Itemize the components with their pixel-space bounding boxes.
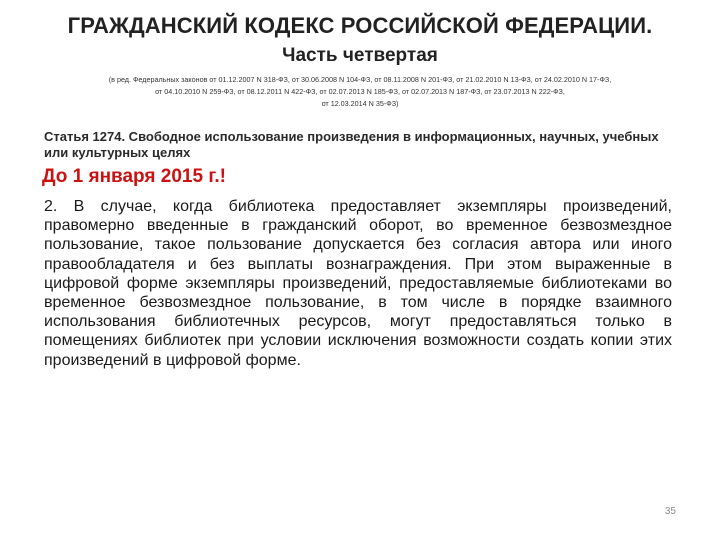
amendments-line: от 12.03.2014 N 35-ФЗ) bbox=[321, 99, 399, 108]
amendments-line: (в ред. Федеральных законов от 01.12.2007 N 318-ФЗ, от 30.06.2008 N 104-ФЗ, от 08.11.2008 N 201-ФЗ, от 21.02.2010 N 13-ФЗ, от 24.02.2010 N 17-ФЗ, bbox=[108, 75, 612, 84]
article-heading: Статья 1274. Свободное использование произведения в информационных, научных, учебных или культурных целях bbox=[44, 129, 659, 160]
amendments-line: от 04.10.2010 N 259-ФЗ, от 08.12.2011 N 422-ФЗ, от 02.07.2013 N 185-ФЗ, от 02.07.2013 N 187-ФЗ, от 23.07.2013 N 222-ФЗ, bbox=[155, 87, 565, 96]
page-number: 35 bbox=[664, 506, 676, 517]
document-subtitle: Часть четвертая bbox=[282, 45, 438, 66]
document-title: ГРАЖДАНСКИЙ КОДЕКС РОССИЙСКОЙ ФЕДЕРАЦИИ. bbox=[67, 13, 653, 38]
article-body: 2. В случае, когда библиотека предоставляет экземпляры произведений, правомерно введенные в гражданский оборот, во временное безвозмездное пользование, такое пользование допускается без согласия автора или иного правообладателя и без выплаты вознаграждения. При этом выраженные в цифровой форме экземпляры произведений, предоставляемые библиотеками во временное безвозмездное пользование, в том числе в порядке взаимного использования библиотечных ресурсов, могут предоставляться только в помещениях библиотек при условии исключения возможности создать копии этих произведений в цифровой форме. bbox=[44, 198, 672, 369]
date-warning: До 1 января 2015 г.! bbox=[42, 166, 226, 187]
amendments-note bbox=[26, 74, 694, 110]
